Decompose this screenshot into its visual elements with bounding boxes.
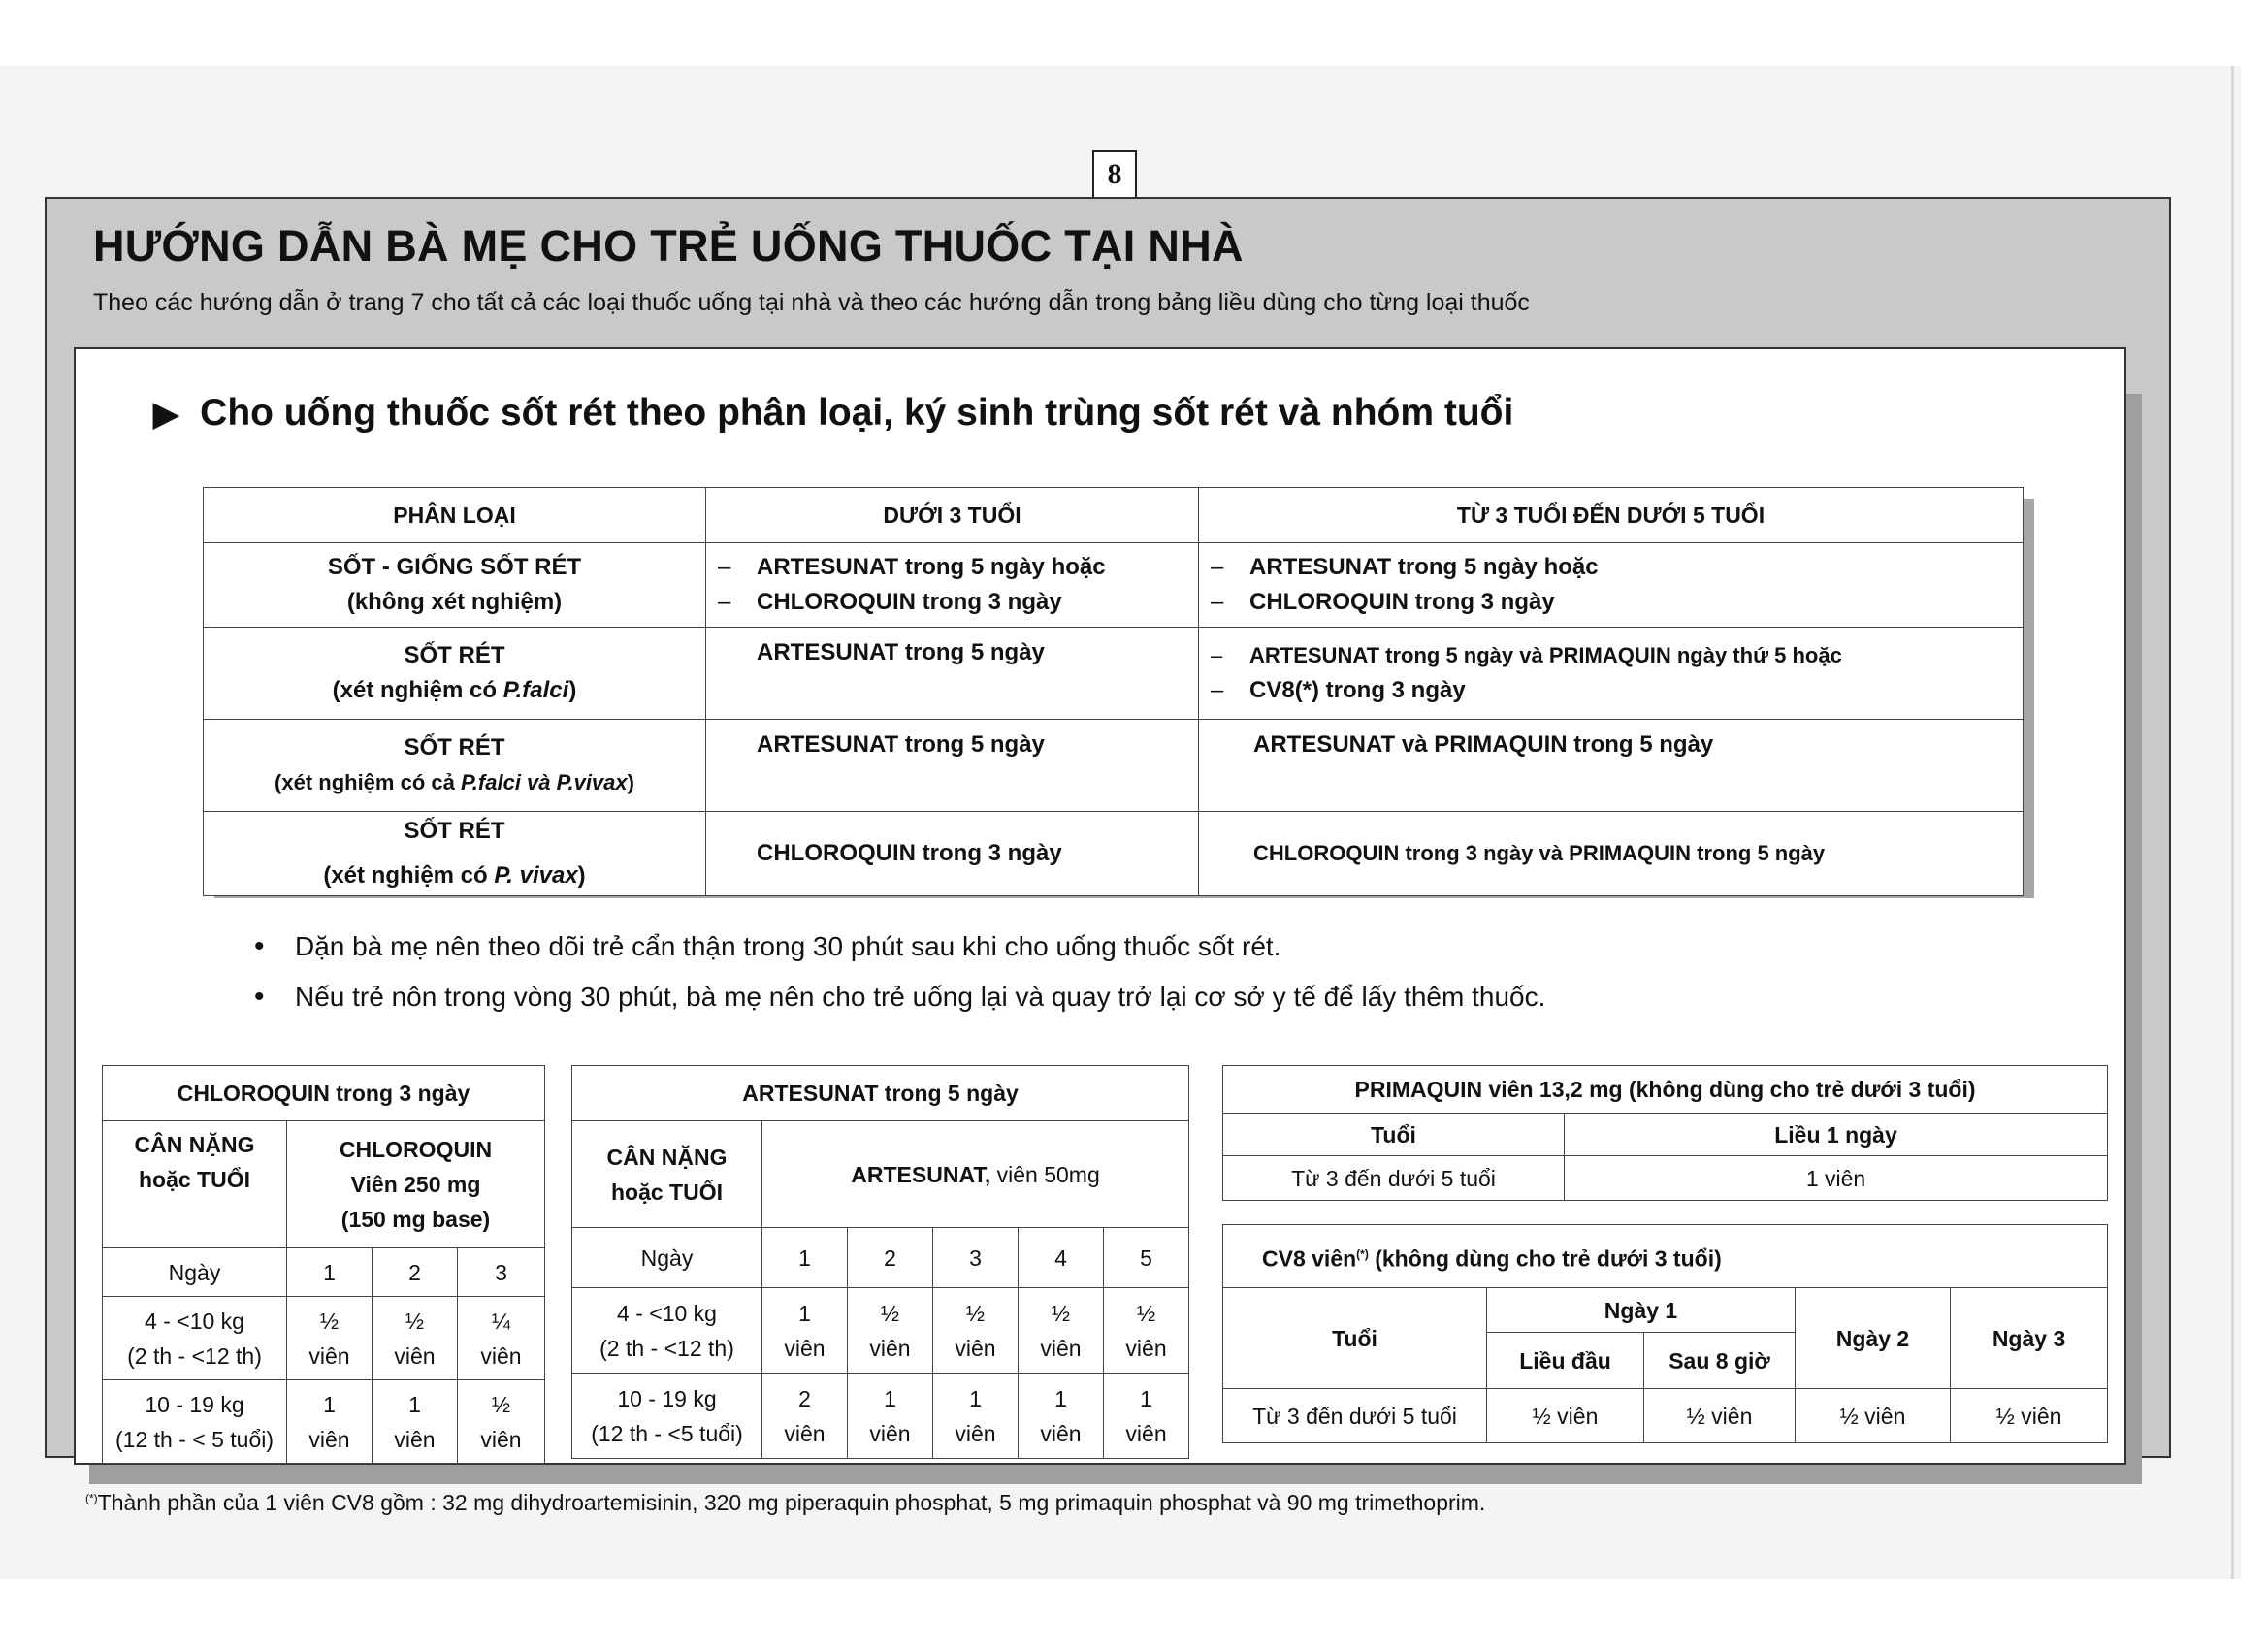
table-row (204, 628, 2024, 720)
classification-label: SỐT RÉT (404, 734, 505, 760)
dose-cell: ½ viên (287, 1297, 373, 1380)
cv8-dose-table (1222, 1224, 2108, 1443)
classification-cell (204, 543, 706, 628)
table-row (103, 1297, 545, 1380)
header-line: CÂN NẶNG (134, 1132, 255, 1157)
classification-sublabel: (xét nghiệm có P.falci) (332, 677, 577, 703)
dose-line: – ARTESUNAT trong 5 ngày hoặc (1211, 554, 1599, 580)
page-edge (2231, 66, 2234, 1579)
day-number: 1 (762, 1228, 848, 1288)
dose-3-to-5 (1199, 812, 2024, 896)
section-title (153, 392, 1513, 435)
footnote-text: Thành phần của 1 viên CV8 gồm : 32 mg dihydroartemisinin, 320 mg piperaquin phosphat, 5 mg primaquin phosphat và 90 mg trimethoprim. (97, 1490, 1486, 1515)
classification-cell (204, 720, 706, 812)
classification-label: SỐT - GIỐNG SỐT RÉT (327, 554, 582, 580)
dose-text: ARTESUNAT trong 5 ngày hoặc (1249, 554, 1599, 580)
age-cell: Từ 3 đến dưới 5 tuổi (1223, 1156, 1565, 1201)
dose-text: CV8(*) trong 3 ngày (1249, 677, 1466, 703)
table-title: CHLOROQUIN trong 3 ngày (103, 1066, 545, 1121)
header-classification: PHÂN LOẠI (204, 488, 706, 543)
table-row (204, 812, 2024, 896)
dose-text: ARTESUNAT trong 5 ngày và PRIMAQUIN ngày thứ 5 hoặc (1249, 643, 1842, 667)
dose-line: – ARTESUNAT trong 5 ngày và PRIMAQUIN ngày thứ 5 hoặc (1211, 643, 1842, 667)
classification-cell (204, 628, 706, 720)
table-header-row (204, 488, 2024, 543)
classification-sublabel: (xét nghiệm có P. vivax) (323, 862, 586, 889)
weight-cell: 10 - 19 kg (12 th - < 5 tuổi) (103, 1380, 287, 1464)
dose-cell: 1 viên (1104, 1374, 1189, 1459)
chloroquin-dose-table (102, 1065, 545, 1464)
artesunat-dose-table (571, 1065, 1189, 1459)
dose-line: – CHLOROQUIN trong 3 ngày (718, 589, 1062, 615)
first-dose-header: Liều đầu (1487, 1333, 1644, 1389)
dose-cell: 1 viên (1565, 1156, 2108, 1201)
header-3-to-5: TỪ 3 TUỔI ĐẾN DƯỚI 5 TUỔI (1199, 488, 2024, 543)
page-subtitle: Theo các hướng dẫn ở trang 7 cho tất cả các loại thuốc uống tại nhà và theo các hướng dẫn trong bảng liều dùng cho từng loại thuốc (93, 289, 1530, 316)
dose-cell: 1 viên (848, 1374, 933, 1459)
table-row (103, 1380, 545, 1464)
after-8h-header: Sau 8 giờ (1644, 1333, 1796, 1389)
dose-under-3 (706, 543, 1199, 628)
day-number: 4 (1019, 1228, 1104, 1288)
list-item: • Nếu trẻ nôn trong vòng 30 phút, bà mẹ nên cho trẻ uống lại và quay trở lại cơ sở y tế để lấy thêm thuốc. (244, 972, 1545, 1022)
dose-header: Liều 1 ngày (1565, 1114, 2108, 1156)
footnote (85, 1490, 1485, 1516)
dose-cell: ¼ viên (458, 1297, 545, 1380)
day-number: 3 (458, 1248, 545, 1297)
header-line: CÂN NẶNG (606, 1144, 728, 1170)
triangle-right-icon: ▶ (153, 396, 179, 433)
table-row (572, 1374, 1189, 1459)
day-number: 3 (933, 1228, 1019, 1288)
list-item: • Dặn bà mẹ nên theo dõi trẻ cẩn thận trong 30 phút sau khi cho uống thuốc sốt rét. (244, 922, 1545, 972)
day-label: Ngày (572, 1228, 762, 1288)
instructions-list (244, 922, 1545, 1022)
table-title: PRIMAQUIN viên 13,2 mg (không dùng cho trẻ dưới 3 tuổi) (1223, 1066, 2108, 1114)
primaquin-dose-table (1222, 1065, 2108, 1201)
malaria-treatment-table (203, 487, 2024, 896)
dose-text: CHLOROQUIN trong 3 ngày (1249, 589, 1555, 615)
weight-cell: 4 - <10 kg (2 th - <12 th) (103, 1297, 287, 1380)
table-row (204, 720, 2024, 812)
day-number: 2 (373, 1248, 458, 1297)
day2-header: Ngày 2 (1796, 1288, 1951, 1389)
dose-cell: ½ viên (1796, 1389, 1951, 1443)
classification-label: SỐT RÉT (404, 642, 505, 668)
day-number: 2 (848, 1228, 933, 1288)
footnote-mark: (*) (85, 1491, 98, 1505)
table-title: ARTESUNAT trong 5 ngày (572, 1066, 1189, 1121)
dose-text: ARTESUNAT trong 5 ngày (757, 639, 1045, 665)
dose-cell: 1 viên (287, 1380, 373, 1464)
table-row (1223, 1389, 2108, 1443)
day3-header: Ngày 3 (1951, 1288, 2108, 1389)
dose-cell: ½ viên (373, 1297, 458, 1380)
day-number: 5 (1104, 1228, 1189, 1288)
dose-line: – CV8(*) trong 3 ngày (1211, 677, 1466, 703)
header-line: Viên 250 mg (350, 1172, 481, 1197)
header-under-3: DƯỚI 3 TUỔI (706, 488, 1199, 543)
drug-header: ARTESUNAT, viên 50mg (762, 1121, 1189, 1228)
dose-cell: ½ viên (848, 1288, 933, 1374)
day-label: Ngày (103, 1248, 287, 1297)
dose-cell: ½ viên (933, 1288, 1019, 1374)
dose-cell: ½ viên (458, 1380, 545, 1464)
day1-header: Ngày 1 (1487, 1288, 1796, 1333)
dose-cell: 1 viên (373, 1380, 458, 1464)
classification-sublabel: (không xét nghiệm) (346, 589, 563, 615)
table-row (204, 543, 2024, 628)
table-row (572, 1288, 1189, 1374)
dose-line: – CHLOROQUIN trong 3 ngày (1211, 589, 1555, 615)
day-number: 1 (287, 1248, 373, 1297)
page-title: HƯỚNG DẪN BÀ MẸ CHO TRẺ UỐNG THUỐC TẠI NHÀ (93, 221, 1244, 271)
header-line: CHLOROQUIN (339, 1137, 493, 1162)
dose-under-3 (706, 628, 1199, 720)
drug-header (287, 1121, 545, 1248)
dose-3-to-5 (1199, 720, 2024, 812)
table-title: CV8 viên(*) (không dùng cho trẻ dưới 3 tuổi) (1223, 1225, 2108, 1288)
age-cell: Từ 3 đến dưới 5 tuổi (1223, 1389, 1487, 1443)
dose-3-to-5 (1199, 628, 2024, 720)
dose-cell: 2 viên (762, 1374, 848, 1459)
age-header: Tuổi (1223, 1114, 1565, 1156)
age-header: Tuổi (1223, 1288, 1487, 1389)
dose-cell: ½ viên (1487, 1389, 1644, 1443)
dose-line: – ARTESUNAT trong 5 ngày hoặc (718, 554, 1106, 580)
dose-cell: 1 viên (762, 1288, 848, 1374)
header-line: hoặc TUỔI (138, 1167, 250, 1192)
table-row (1223, 1156, 2108, 1201)
weight-cell: 10 - 19 kg (12 th - <5 tuổi) (572, 1374, 762, 1459)
dose-cell: 1 viên (933, 1374, 1019, 1459)
dose-under-3 (706, 812, 1199, 896)
dose-text: CHLOROQUIN trong 3 ngày (757, 589, 1062, 615)
dose-text: CHLOROQUIN trong 3 ngày và PRIMAQUIN trong 5 ngày (1253, 841, 1826, 865)
dose-under-3 (706, 720, 1199, 812)
dose-cell: ½ viên (1951, 1389, 2108, 1443)
dose-cell: ½ viên (1104, 1288, 1189, 1374)
classification-label: SỐT RÉT (404, 818, 505, 844)
weight-age-header (103, 1121, 287, 1248)
dose-cell: ½ viên (1644, 1389, 1796, 1443)
header-line: (150 mg base) (340, 1207, 491, 1232)
dose-text: ARTESUNAT và PRIMAQUIN trong 5 ngày (1253, 731, 1714, 758)
dose-text: ARTESUNAT trong 5 ngày (757, 731, 1045, 758)
page-number: 8 (1092, 150, 1137, 199)
classification-cell (204, 812, 706, 896)
dose-cell: 1 viên (1019, 1374, 1104, 1459)
dose-text: CHLOROQUIN trong 3 ngày (757, 840, 1062, 866)
header-line: hoặc TUỔI (610, 1179, 723, 1205)
classification-sublabel: (xét nghiệm có cả P.falci và P.vivax) (275, 770, 634, 794)
weight-cell: 4 - <10 kg (2 th - <12 th) (572, 1288, 762, 1374)
dose-text: ARTESUNAT trong 5 ngày hoặc (757, 554, 1106, 580)
dose-3-to-5 (1199, 543, 2024, 628)
section-title-text: Cho uống thuốc sốt rét theo phân loại, ký sinh trùng sốt rét và nhóm tuổi (200, 392, 1514, 434)
weight-age-header (572, 1121, 762, 1228)
dose-cell: ½ viên (1019, 1288, 1104, 1374)
